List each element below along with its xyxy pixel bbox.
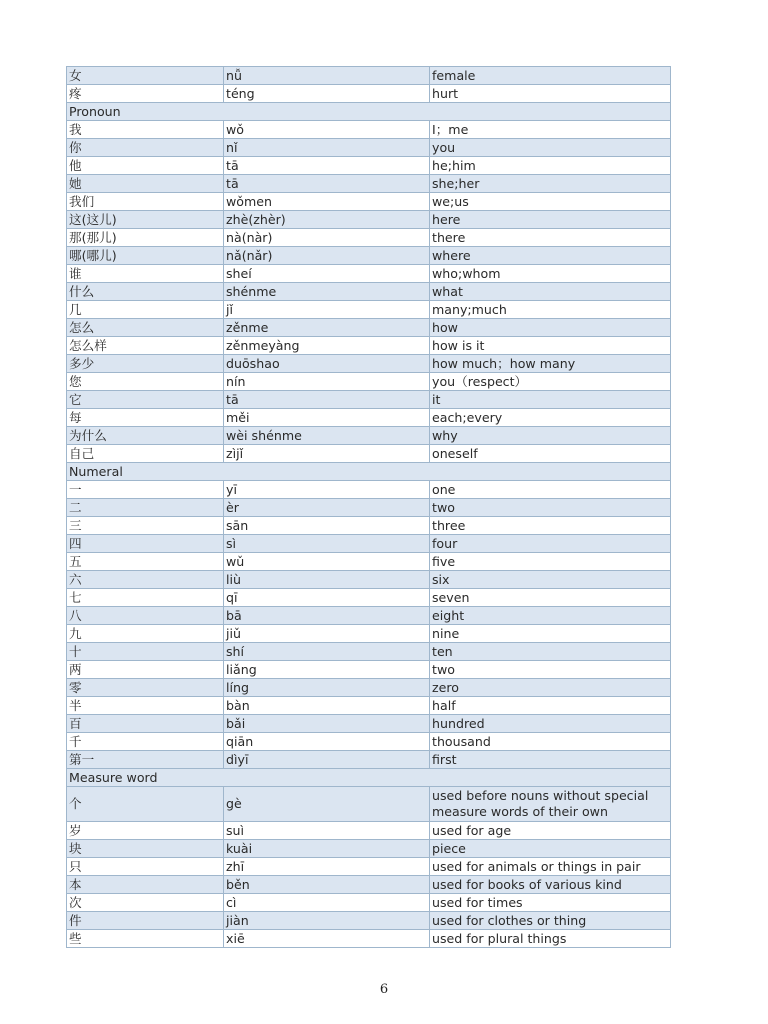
english-cell: here [430,211,671,229]
pinyin-cell: wǒ [224,121,430,139]
pinyin-cell: bā [224,607,430,625]
vocab-row [67,679,671,697]
english-cell: he;him [430,157,671,175]
vocab-row [67,265,671,283]
english-cell: hundred [430,715,671,733]
hanzi-cell: 什么 [67,283,224,301]
pinyin-cell: běn [224,876,430,894]
vocab-row [67,589,671,607]
hanzi-cell: 为什么 [67,427,224,445]
pinyin-cell: líng [224,679,430,697]
pinyin-cell: sān [224,517,430,535]
pinyin-cell: nǐ [224,139,430,157]
vocab-row [67,247,671,265]
pinyin-cell: tā [224,175,430,193]
pinyin-cell: wǒmen [224,193,430,211]
pinyin-cell: nín [224,373,430,391]
english-cell: where [430,247,671,265]
english-cell: you（respect） [430,373,671,391]
english-cell: oneself [430,445,671,463]
pinyin-cell: měi [224,409,430,427]
english-cell: six [430,571,671,589]
hanzi-cell: 九 [67,625,224,643]
hanzi-cell: 两 [67,661,224,679]
vocab-row [67,211,671,229]
vocab-row [67,822,671,840]
pinyin-cell: bàn [224,697,430,715]
section-header-row [67,769,671,787]
english-cell: each;every [430,409,671,427]
vocab-row [67,121,671,139]
vocabulary-table-body [67,67,671,948]
vocab-row [67,571,671,589]
pinyin-cell: xiē [224,930,430,948]
vocab-row [67,355,671,373]
vocab-row [67,912,671,930]
english-cell: many;much [430,301,671,319]
vocab-row [67,337,671,355]
hanzi-cell: 您 [67,373,224,391]
hanzi-cell: 千 [67,733,224,751]
hanzi-cell: 五 [67,553,224,571]
vocab-row [67,229,671,247]
pinyin-cell: duōshao [224,355,430,373]
vocab-row [67,643,671,661]
english-cell: used for age [430,822,671,840]
pinyin-cell: shénme [224,283,430,301]
hanzi-cell: 多少 [67,355,224,373]
pinyin-cell: qiān [224,733,430,751]
hanzi-cell: 女 [67,67,224,85]
pinyin-cell: bǎi [224,715,430,733]
pinyin-cell: èr [224,499,430,517]
vocab-row [67,373,671,391]
english-cell: who;whom [430,265,671,283]
english-cell: piece [430,840,671,858]
vocab-row [67,535,671,553]
english-cell: she;her [430,175,671,193]
vocab-row [67,283,671,301]
hanzi-cell: 六 [67,571,224,589]
pinyin-cell: nǎ(nǎr) [224,247,430,265]
vocab-row [67,319,671,337]
hanzi-cell: 二 [67,499,224,517]
hanzi-cell: 他 [67,157,224,175]
english-cell: two [430,499,671,517]
hanzi-cell: 谁 [67,265,224,283]
pinyin-cell: zhī [224,858,430,876]
vocab-row [67,553,671,571]
hanzi-cell: 那(那儿) [67,229,224,247]
section-label: Measure word [67,769,671,787]
english-cell: how is it [430,337,671,355]
pinyin-cell: sì [224,535,430,553]
hanzi-cell: 几 [67,301,224,319]
english-cell: ten [430,643,671,661]
vocab-row [67,445,671,463]
section-header-row [67,103,671,121]
vocab-row [67,751,671,769]
vocab-row [67,85,671,103]
pinyin-cell: tā [224,157,430,175]
english-cell: how [430,319,671,337]
pinyin-cell: liù [224,571,430,589]
vocab-row [67,481,671,499]
english-cell: used for clothes or thing [430,912,671,930]
hanzi-cell: 四 [67,535,224,553]
hanzi-cell: 怎么样 [67,337,224,355]
english-cell: what [430,283,671,301]
pinyin-cell: téng [224,85,430,103]
vocab-row [67,301,671,319]
english-cell: there [430,229,671,247]
hanzi-cell: 只 [67,858,224,876]
vocab-row [67,787,671,822]
hanzi-cell: 我们 [67,193,224,211]
english-cell: used for books of various kind [430,876,671,894]
pinyin-cell: wèi shénme [224,427,430,445]
hanzi-cell: 半 [67,697,224,715]
english-cell: used before nouns without special measure words of their own [430,787,671,822]
english-cell: female [430,67,671,85]
pinyin-cell: jiàn [224,912,430,930]
hanzi-cell: 怎么 [67,319,224,337]
vocab-row [67,607,671,625]
hanzi-cell: 本 [67,876,224,894]
pinyin-cell: jǐ [224,301,430,319]
pinyin-cell: suì [224,822,430,840]
hanzi-cell: 百 [67,715,224,733]
hanzi-cell: 哪(哪儿) [67,247,224,265]
english-cell: we;us [430,193,671,211]
english-cell: two [430,661,671,679]
english-cell: I；me [430,121,671,139]
pinyin-cell: nà(nàr) [224,229,430,247]
english-cell: thousand [430,733,671,751]
pinyin-cell: sheí [224,265,430,283]
section-label: Pronoun [67,103,671,121]
pinyin-cell: dìyī [224,751,430,769]
hanzi-cell: 一 [67,481,224,499]
vocab-row [67,930,671,948]
hanzi-cell: 每 [67,409,224,427]
vocab-row [67,409,671,427]
vocab-row [67,858,671,876]
hanzi-cell: 件 [67,912,224,930]
vocab-row [67,876,671,894]
section-header-row [67,463,671,481]
pinyin-cell: jiǔ [224,625,430,643]
pinyin-cell: liǎng [224,661,430,679]
pinyin-cell: nǚ [224,67,430,85]
english-cell: used for plural things [430,930,671,948]
pinyin-cell: yī [224,481,430,499]
hanzi-cell: 十 [67,643,224,661]
hanzi-cell: 些 [67,930,224,948]
hanzi-cell: 岁 [67,822,224,840]
hanzi-cell: 七 [67,589,224,607]
english-cell: used for times [430,894,671,912]
page-number: 6 [379,982,389,997]
vocab-row [67,67,671,85]
hanzi-cell: 疼 [67,85,224,103]
english-cell: hurt [430,85,671,103]
pinyin-cell: zěnme [224,319,430,337]
english-cell: five [430,553,671,571]
hanzi-cell: 这(这儿) [67,211,224,229]
hanzi-cell: 次 [67,894,224,912]
english-cell: how much；how many [430,355,671,373]
pinyin-cell: qī [224,589,430,607]
vocab-row [67,193,671,211]
vocab-row [67,391,671,409]
vocab-row [67,840,671,858]
english-cell: first [430,751,671,769]
english-cell: zero [430,679,671,697]
english-cell: four [430,535,671,553]
english-cell: it [430,391,671,409]
english-cell: half [430,697,671,715]
pinyin-cell: shí [224,643,430,661]
hanzi-cell: 我 [67,121,224,139]
hanzi-cell: 你 [67,139,224,157]
vocabulary-table [66,66,671,948]
hanzi-cell: 她 [67,175,224,193]
pinyin-cell: zìjǐ [224,445,430,463]
pinyin-cell: gè [224,787,430,822]
vocab-row [67,715,671,733]
vocab-row [67,499,671,517]
english-cell: used for animals or things in pair [430,858,671,876]
vocab-row [67,733,671,751]
vocab-row [67,517,671,535]
vocab-row [67,157,671,175]
english-cell: you [430,139,671,157]
vocab-row [67,661,671,679]
english-cell: one [430,481,671,499]
hanzi-cell: 个 [67,787,224,822]
hanzi-cell: 第一 [67,751,224,769]
pinyin-cell: zěnmeyàng [224,337,430,355]
hanzi-cell: 八 [67,607,224,625]
hanzi-cell: 自己 [67,445,224,463]
english-cell: eight [430,607,671,625]
english-cell: three [430,517,671,535]
english-cell: why [430,427,671,445]
hanzi-cell: 块 [67,840,224,858]
vocab-row [67,139,671,157]
hanzi-cell: 它 [67,391,224,409]
pinyin-cell: wǔ [224,553,430,571]
pinyin-cell: zhè(zhèr) [224,211,430,229]
hanzi-cell: 零 [67,679,224,697]
vocab-row [67,427,671,445]
section-label: Numeral [67,463,671,481]
vocab-row [67,697,671,715]
pinyin-cell: kuài [224,840,430,858]
hanzi-cell: 三 [67,517,224,535]
vocab-row [67,175,671,193]
vocab-row [67,625,671,643]
pinyin-cell: cì [224,894,430,912]
english-cell: seven [430,589,671,607]
pinyin-cell: tā [224,391,430,409]
english-cell: nine [430,625,671,643]
vocab-row [67,894,671,912]
